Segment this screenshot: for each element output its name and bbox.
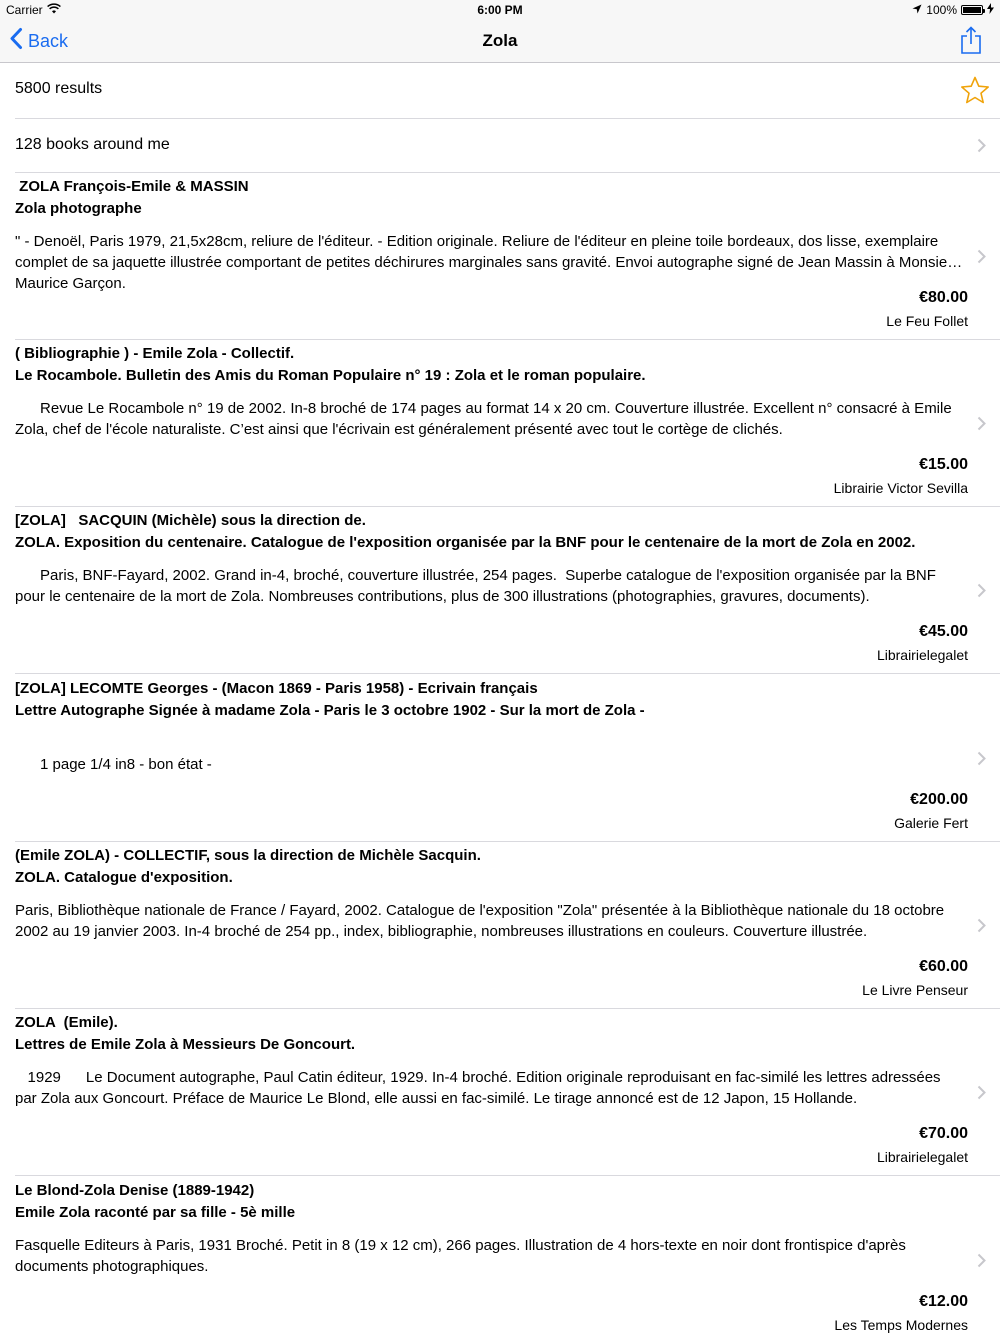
book-seller: Librairielegalet (876, 1149, 968, 1165)
carrier-label: Carrier (6, 3, 43, 17)
book-title: Emile Zola raconté par sa fille - 5è mille (15, 1204, 296, 1221)
book-description: Paris, BNF-Fayard, 2002. Grand in-4, broché, couverture illustrée, 254 pages. Superbe catalogue de l'exposition organisée par la BNF pour le centenaire de la mort de Zola. Nombreuses contributions, plus de 300 illustrations (photographies, gravures, documents). (15, 567, 941, 605)
chevron-right-icon (977, 138, 986, 158)
book-author: Le Blond-Zola Denise (1889-1942) (15, 1182, 255, 1199)
navigation-bar (0, 20, 1000, 63)
battery-percent: 100% (926, 3, 957, 17)
chevron-right-icon (977, 583, 986, 603)
book-description: Fasquelle Editeurs à Paris, 1931 Broché. Petit in 8 (19 x 12 cm), 266 pages. Illustration de 4 hors-texte en noir dont frontispice d'après documents photographiques. (15, 1237, 911, 1275)
book-seller: Librairielegalet (876, 647, 968, 663)
book-seller: Galerie Fert (894, 815, 968, 831)
book-list-item[interactable] (0, 173, 1000, 340)
book-title: Lettres de Emile Zola à Messieurs De Goncourt. (15, 1036, 356, 1053)
status-time: 6:00 PM (477, 3, 523, 17)
book-price: €200.00 (910, 791, 968, 808)
chevron-right-icon (977, 1253, 986, 1273)
book-price: €45.00 (919, 623, 968, 640)
book-list-item[interactable] (0, 1177, 1000, 1344)
book-title: ZOLA. Catalogue d'exposition. (15, 869, 233, 886)
charging-icon (987, 3, 994, 17)
location-arrow-icon (912, 3, 922, 17)
book-author: [ZOLA] LECOMTE Georges - (Macon 1869 - Paris 1958) - Ecrivain français (15, 680, 538, 697)
back-label: Back (28, 30, 69, 51)
share-button[interactable] (960, 26, 982, 59)
book-title: ZOLA. Exposition du centenaire. Catalogue de l'exposition organisée par la BNF pour le centenaire de la mort de Zola en 2002. (15, 534, 916, 551)
book-author: ZOLA François-Emile & MASSIN (15, 178, 249, 195)
page-title: Zola (482, 31, 518, 50)
book-seller: Librairie Victor Sevilla (833, 480, 968, 496)
book-seller: Le Livre Penseur (862, 982, 968, 998)
book-author: (Emile ZOLA) - COLLECTIF, sous la direction de Michèle Sacquin. (15, 847, 481, 864)
book-author: ( Bibliographie ) - Emile Zola - Collectif. (15, 345, 295, 362)
book-description: Paris, Bibliothèque nationale de France / Fayard, 2002. Catalogue de l'exposition "Zola" présentée à la Bibliothèque nationale du 18 octobre 2002 au 19 janvier 2003. In-4 broché de 254 pp., index, bibliographie, nombreuses illustrations en couleurs. Couverture illustrée. (15, 902, 949, 940)
books-around-me-row[interactable] (0, 119, 1000, 173)
book-author: ZOLA (Emile). (15, 1014, 118, 1031)
star-icon[interactable] (960, 76, 990, 110)
book-title: Le Rocambole. Bulletin des Amis du Roman Populaire n° 19 : Zola et le roman populaire. (15, 367, 646, 384)
book-seller: Le Feu Follet (886, 313, 968, 329)
book-description: 1 page 1/4 in8 - bon état - (40, 756, 212, 773)
book-list-item[interactable] (0, 1009, 1000, 1176)
share-icon (960, 41, 982, 58)
divider (15, 673, 1000, 674)
chevron-right-icon (977, 416, 986, 436)
book-list-item[interactable] (0, 675, 1000, 842)
book-description: Revue Le Rocambole n° 19 de 2002. In-8 broché de 174 pages au format 14 x 20 cm. Couverture illustrée. Excellent n° consacré à Emile Zola, chef de l'école naturaliste. C’est ainsi que l'écrivain est généralement présenté avec tout le cortège de clichés. (15, 400, 956, 438)
chevron-right-icon (977, 751, 986, 771)
book-author: [ZOLA] SACQUIN (Michèle) sous la direction de. (15, 512, 366, 529)
book-price: €15.00 (919, 456, 968, 473)
book-price: €12.00 (919, 1293, 968, 1310)
results-count: 5800 results (15, 80, 103, 97)
book-description: " - Denoël, Paris 1979, 21,5x28cm, reliure de l'éditeur. - Edition originale. Reliure de l'éditeur en pleine toile bordeaux, dos lisse, exemplaire complet de sa jaquette illustrée comportant de petites déchirures marginales sans gravité. Envoi autographe signé de Jean Massin à Monsieur Maurice Garçon. (15, 233, 965, 292)
book-list-item[interactable] (0, 507, 1000, 674)
book-title: Zola photographe (15, 200, 142, 217)
books-around-me-label: 128 books around me (15, 136, 170, 153)
book-price: €80.00 (919, 289, 968, 306)
book-price: €70.00 (919, 1125, 968, 1142)
book-list-item[interactable] (0, 842, 1000, 1009)
book-seller: Les Temps Modernes (834, 1317, 968, 1333)
chevron-right-icon (977, 249, 986, 269)
chevron-right-icon (977, 918, 986, 938)
status-bar (0, 0, 1000, 20)
results-count-row (0, 63, 1000, 119)
book-list-item[interactable] (0, 340, 1000, 507)
book-description: 1929 Le Document autographe, Paul Catin éditeur, 1929. In-4 broché. Edition originale reproduisant en fac-similé les lettres adressées par Zola aux Goncourt. Préface de Maurice Le Blond, elle aussi en fac-similé. Le tirage annoncé est de 12 Japon, 15 Hollande. (15, 1069, 945, 1107)
book-title: Lettre Autographe Signée à madame Zola - Paris le 3 octobre 1902 - Sur la mort de Zola - (15, 702, 645, 719)
divider (15, 1175, 1000, 1176)
battery-icon (961, 5, 983, 15)
book-price: €60.00 (919, 958, 968, 975)
chevron-right-icon (977, 1085, 986, 1105)
status-right (912, 3, 994, 17)
